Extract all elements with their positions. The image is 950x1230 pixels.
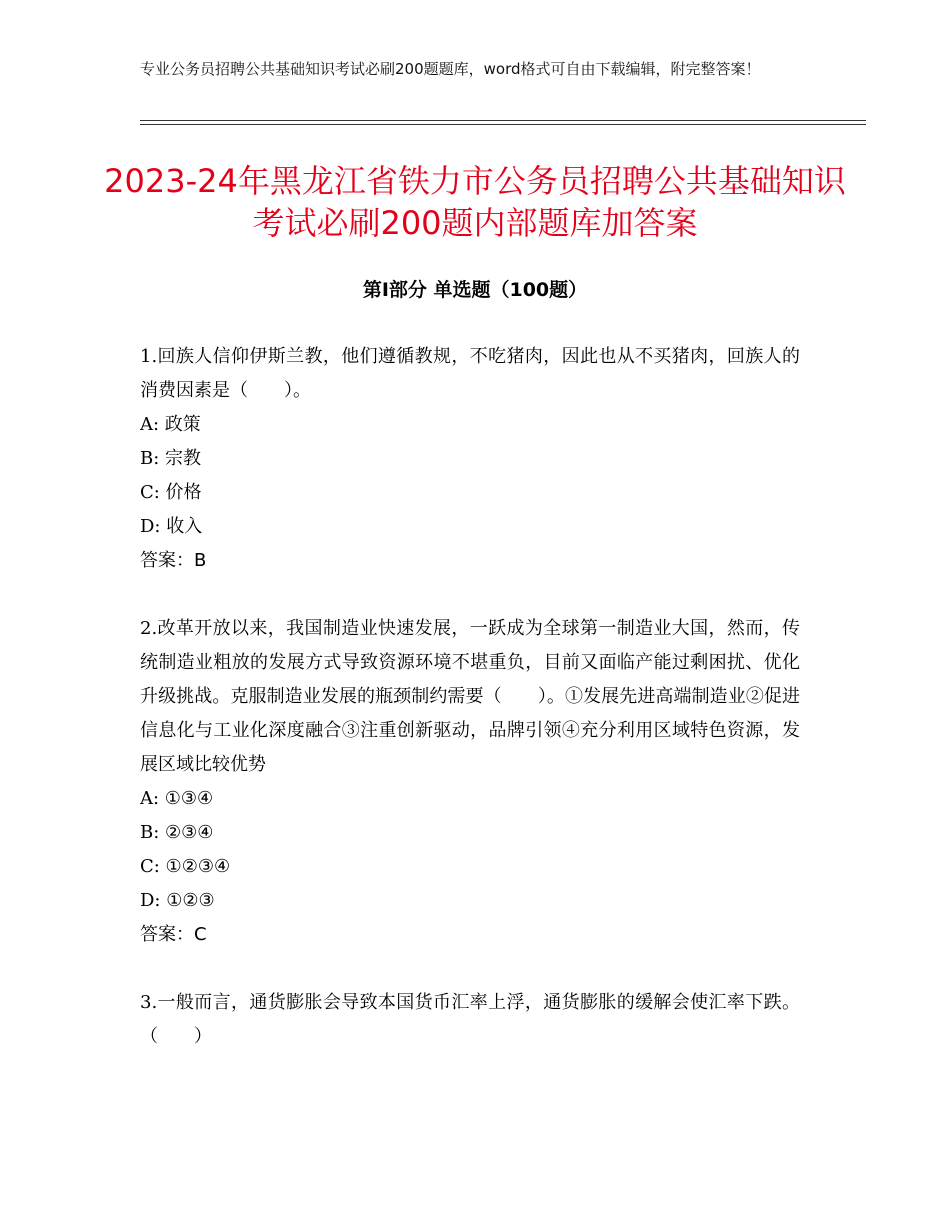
option-d: D: 收入 (140, 516, 203, 537)
question-stem: 3.一般而言，通货膨胀会导致本国货币汇率上浮，通货膨胀的缓解会使汇率下跌。（ ） (140, 992, 800, 1047)
option-c: C: 价格 (140, 482, 202, 503)
header-divider-top (140, 120, 866, 121)
option-b: B: ②③④ (140, 822, 214, 843)
option-d: D: ①②③ (140, 890, 215, 911)
header-divider-bottom (140, 124, 866, 125)
option-a: A: 政策 (140, 414, 201, 435)
option-b: B: 宗教 (140, 448, 202, 469)
option-c: C: ①②③④ (140, 856, 231, 877)
question-stem: 2.改革开放以来，我国制造业快速发展，一跃成为全球第一制造业大国，然而，传统制造业粗放的发展方式导致资源环境不堪重负，目前又面临产能过剩困扰、优化升级挑战。克服制造业发展的瓶颈制约需要（ ）。①发展先进高端制造业②促进信息化与工业化深度融合③注重创新驱动，品牌引领④充分利用区域特色资源，发展区域比较优势 (140, 618, 800, 775)
question-stem: 1.回族人信仰伊斯兰教，他们遵循教规，不吃猪肉，因此也从不买猪肉，回族人的消费因素是（ ）。 (140, 346, 800, 401)
question-list (140, 340, 800, 1088)
answer-line: 答案：C (140, 924, 207, 945)
option-a: A: ①③④ (140, 788, 214, 809)
section-title: 第Ⅰ部分 单选题（100题） (362, 279, 588, 301)
question-2 (140, 612, 800, 952)
answer-line: 答案：B (140, 550, 207, 571)
question-3 (140, 986, 800, 1054)
question-1 (140, 340, 800, 578)
header-note: 专业公务员招聘公共基础知识考试必刷200题题库，word格式可自由下载编辑，附完整答案！ (140, 60, 761, 78)
document-title: 2023-24年黑龙江省铁力市公务员招聘公共基础知识考试必刷200题内部题库加答案 (104, 162, 846, 242)
